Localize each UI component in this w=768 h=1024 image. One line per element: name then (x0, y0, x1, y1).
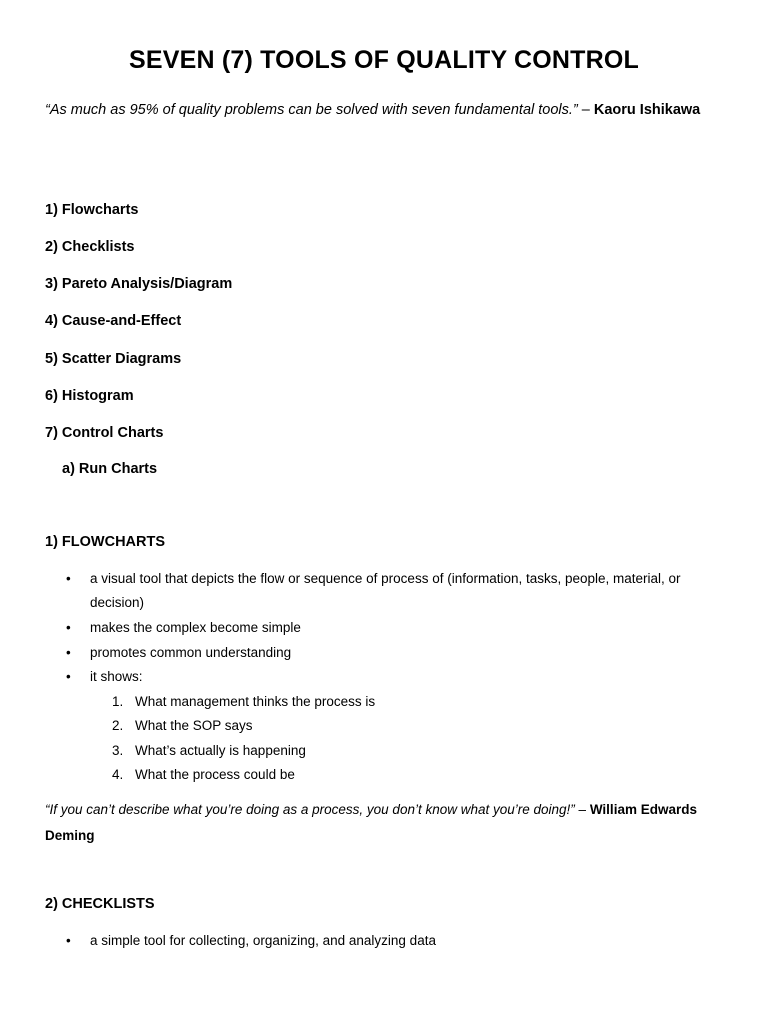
item-number: 2. (112, 718, 124, 733)
bullet-text: a visual tool that depicts the flow or sequence of process of (information, tasks, people, material, or decision) (90, 571, 681, 610)
toc-item-scatter: 5) Scatter Diagrams (45, 351, 182, 367)
list-item (66, 616, 706, 640)
quote-author: William Edwards Deming (45, 802, 697, 843)
item-text: What management thinks the process is (135, 694, 376, 709)
section-heading-flowcharts: 1) FLOWCHARTS (45, 534, 166, 550)
list-item (66, 665, 706, 689)
ishikawa-quote (45, 97, 705, 123)
item-number: 4. (112, 767, 124, 782)
toc-item-flowcharts: 1) Flowcharts (45, 202, 139, 218)
quote-dash: – (577, 102, 594, 118)
bullet-icon: • (66, 645, 71, 660)
bullet-icon: • (66, 620, 71, 635)
bullet-text: it shows: (90, 669, 143, 684)
item-number: 1. (112, 694, 124, 709)
page-title: SEVEN (7) TOOLS OF QUALITY CONTROL (128, 46, 640, 74)
quote-dash: – (574, 802, 590, 817)
bullet-text: promotes common understanding (90, 645, 292, 660)
quote-text: “If you can’t describe what you’re doing as a process, you don’t know what you’re doing!” (45, 802, 575, 817)
bullet-icon: • (66, 933, 71, 948)
item-text: What the SOP says (135, 718, 253, 733)
list-item (66, 567, 706, 615)
toc-subitem-run-charts: a) Run Charts (62, 461, 158, 477)
toc-item-checklists: 2) Checklists (45, 239, 135, 255)
numbered-item (112, 763, 295, 787)
item-text: What’s actually is happening (135, 743, 306, 758)
list-item (66, 929, 706, 953)
deming-quote (45, 797, 725, 849)
list-item (66, 641, 706, 665)
item-number: 3. (112, 743, 124, 758)
bullet-icon: • (66, 669, 71, 684)
section-heading-checklists: 2) CHECKLISTS (45, 896, 155, 912)
numbered-item (112, 714, 253, 738)
bullet-text: makes the complex become simple (90, 620, 301, 635)
quote-text: “As much as 95% of quality problems can be solved with seven fundamental tools.” (45, 102, 578, 118)
quote-author: Kaoru Ishikawa (593, 102, 701, 118)
toc-item-control-charts: 7) Control Charts (45, 425, 164, 441)
numbered-item (112, 690, 375, 714)
bullet-icon: • (66, 571, 71, 586)
bullet-text: a simple tool for collecting, organizing, and analyzing data (90, 933, 436, 948)
toc-item-histogram: 6) Histogram (45, 388, 134, 404)
numbered-item (112, 739, 306, 763)
toc-item-pareto: 3) Pareto Analysis/Diagram (45, 276, 233, 292)
toc-item-cause-effect: 4) Cause-and-Effect (45, 313, 182, 329)
item-text: What the process could be (135, 767, 295, 782)
